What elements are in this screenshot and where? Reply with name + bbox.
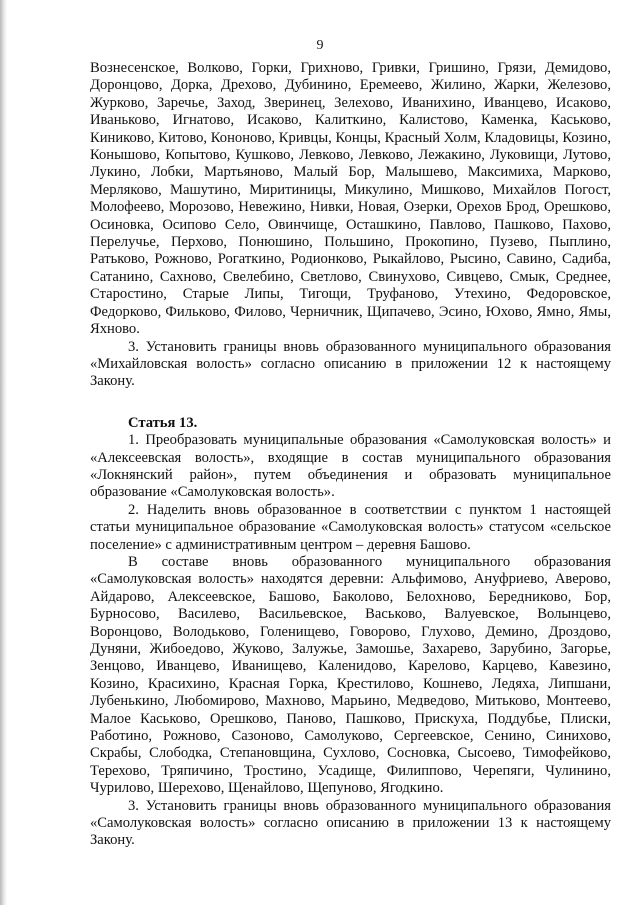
document-body xyxy=(90,60,611,850)
article13-villages: В составе вновь образованного муниципального образования «Самолуковская волость» находятся деревни: Альфимово, Ануфриево, Аверово, Айдарово, Алексеевское, Башово, Баколово, Белохново, Бередниково, Бор, Бурносово, Василево, Васильевское, Васьково, Валуевское, Волынцево, Воронцово, Володьково, Голенищево, Говорово, Глухово, Демино, Дроздово, Дуняни, Жибоедово, Жуково, Залужье, Замошье, Захарево, Зарубино, Загорье, Зенцово, Иванцево, Иванищево, Каленидово, Карелово, Карцево, Кавезино, Козино, Красихино, Красная Горка, Крестилово, Кошнево, Ледяха, Липшани, Лубенькино, Любомирово, Махново, Марьино, Медведово, Митьково, Монтеево, Малое Каськово, Орешково, Паново, Пашково, Прискуха, Поддубье, Плиски, Работино, Рожново, Сазоново, Самолуково, Сергеевское, Сенино, Синихово, Скрабы, Слободка, Степановщина, Сухлово, Сосновка, Сысоево, Тимофейково, Терехово, Тряпичино, Тростино, Усадище, Филиппово, Черепяги, Чулинино, Чурилово, Шерехово, Щенайлово, Щепуново, Ягодкино. xyxy=(90,553,611,797)
scan-left-edge xyxy=(0,0,7,905)
village-list-continuation: Вознесенское, Волково, Горки, Грихново, Гривки, Гришино, Грязи, Демидово, Доронцово, Дорка, Дрехово, Дубинино, Еремеево, Жилино, Жарки, Железово, Журково, Заречье, Заход, Зверинец, Зелехово, Иванихино, Иванцево, Исаково, Иваньково, Игнатово, Исаково, Калиткино, Калистово, Каменка, Каськово, Киниково, Китово, Кононово, Кривцы, Концы, Красный Холм, Кладовицы, Козино, Конышово, Копытово, Кушково, Левково, Левково, Лежакино, Луковищи, Лутово, Лукино, Лобки, Мартьяново, Малый Бор, Малышево, Максимиха, Марково, Мерляково, Машутино, Миритиницы, Микулино, Мишково, Михайлов Погост, Молофеево, Морозово, Невежино, Нивки, Новая, Озерки, Орехов Брод, Орешково, Осиновка, Осипово Село, Овинчище, Осташкино, Павлово, Пашково, Пахово, Перелучье, Перхово, Понюшино, Польшино, Прокопино, Пузево, Пыплино, Ратьково, Рожново, Рогаткино, Родионково, Рыкайлово, Рысино, Савино, Садиба, Сатанино, Сахново, Свелебино, Светлово, Свинухово, Сивцево, Смык, Среднее, Старостино, Старые Липы, Тигощи, Труфаново, Утехино, Федоровское, Федорково, Фильково, Филово, Черничник, Щипачево, Эсино, Юхово, Ямно, Ямы, Яхново. xyxy=(90,60,611,338)
article13-title: Статья 13. xyxy=(128,414,198,431)
section-gap xyxy=(90,391,611,415)
article13-item2: 2. Наделить вновь образованное в соответствии с пунктом 1 настоящей статьи муниципальное образование «Самолуковская волость» статусом «сельское поселение» с административным центром – деревня Башово. xyxy=(90,501,611,553)
article13-item1: 1. Преобразовать муниципальные образования «Самолуковская волость» и «Алексеевская волость», входящие в состав муниципального образования «Локнянский район», путем объединения и образовать муниципальное образование «Самолуковская волость». xyxy=(90,432,611,501)
page-number: 9 xyxy=(316,38,324,53)
article13-item3: 3. Установить границы вновь образованного муниципального образования «Самолуковская волость» согласно описанию в приложении 13 к настоящему Закону. xyxy=(90,797,611,849)
article12-item3: 3. Установить границы вновь образованного муниципального образования «Михайловская волость» согласно описанию в приложении 12 к настоящему Закону. xyxy=(90,338,611,390)
